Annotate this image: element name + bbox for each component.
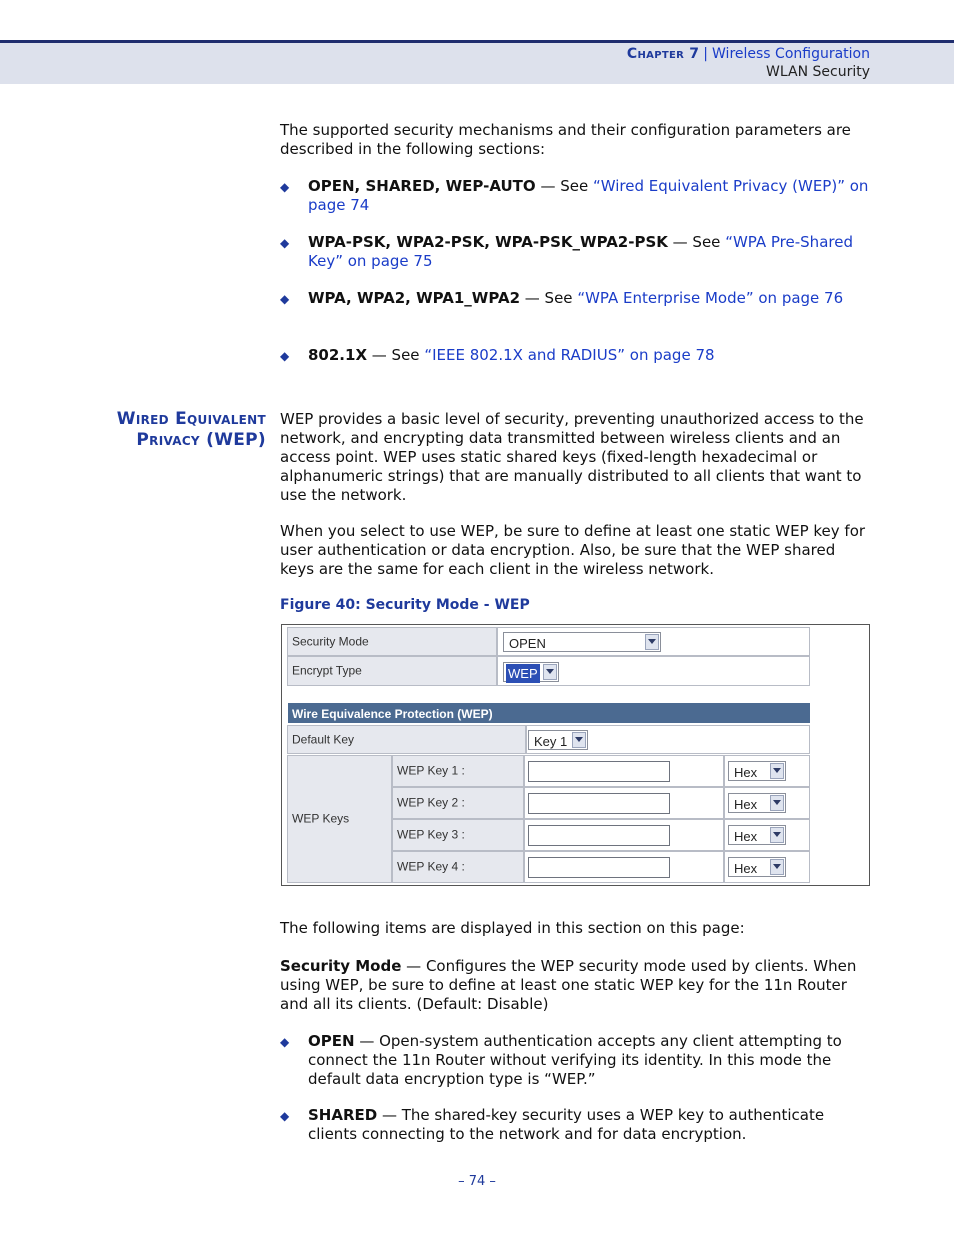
wep-key-label-cell [392, 787, 524, 819]
chevron-down-icon[interactable] [770, 763, 784, 779]
bullet-term: WPA, WPA2, WPA1_WPA2 [308, 289, 521, 307]
wep-key-format-selected: Hex [734, 765, 758, 780]
wep-key-label: WEP Key 3 : [397, 827, 465, 842]
wep-key-3-input[interactable] [528, 825, 670, 846]
encrypt-type-value-cell [497, 656, 810, 686]
bullet-dash: — See [367, 346, 425, 364]
chevron-down-icon[interactable] [543, 664, 557, 680]
chapter-label: Chapter 7 [626, 46, 700, 62]
bullet-dash: — See [535, 177, 593, 195]
term-security-mode: Security Mode [280, 957, 402, 975]
list-item [280, 1106, 870, 1144]
default-key-select[interactable] [528, 730, 588, 750]
wep-key-input-cell [524, 787, 724, 819]
wep-key-format-cell [724, 819, 810, 851]
chevron-down-icon[interactable] [770, 859, 784, 875]
default-key-label-cell [287, 725, 526, 754]
wep-key-input-cell [524, 819, 724, 851]
wep-section-bar [288, 703, 810, 723]
wep-key-4-format-select[interactable] [728, 857, 786, 877]
cross-reference-link[interactable]: “Wired Equivalent Privacy (WEP)” on page 74 [308, 177, 869, 214]
items-intro: The following items are displayed in this section on this page: [280, 919, 745, 937]
wep-paragraph: When you select to use WEP, be sure to define at least one static WEP key for user authentication or data encryption. Also, be sure that the WEP shared keys are the same for each client in the wireless network. [280, 522, 866, 578]
wep-key-format-selected: Hex [734, 829, 758, 844]
wep-paragraph: WEP provides a basic level of security, preventing unauthorized access to the network, and encrypting data transmitted between wireless clients and an access point. WEP uses static shared keys (fixed-length hexadecimal or alphanumeric strings) that are manually distributed to all clients that want to use the network. [280, 410, 864, 504]
wep-keys-label-cell [287, 755, 392, 883]
wep-key-format-selected: Hex [734, 797, 758, 812]
chevron-down-icon[interactable] [645, 634, 659, 650]
running-header [627, 45, 870, 63]
section-heading-line: Wired Equivalent [116, 409, 266, 429]
diamond-bullet-icon: ◆ [280, 236, 290, 250]
security-mode-description [280, 957, 870, 1014]
wep-key-2-format-select[interactable] [728, 793, 786, 813]
diamond-bullet-icon: ◆ [280, 1109, 290, 1123]
chevron-down-icon[interactable] [770, 827, 784, 843]
wep-key-label: WEP Key 2 : [397, 795, 465, 810]
wep-key-input-cell [524, 755, 724, 787]
wep-key-label: WEP Key 4 : [397, 859, 465, 874]
diamond-bullet-icon: ◆ [280, 349, 290, 363]
chapter-title: Wireless Configuration [712, 46, 870, 62]
wep-key-input-cell [524, 851, 724, 883]
page-number: – 74 – [458, 1174, 496, 1189]
section-heading-line: Privacy (WEP) [136, 430, 266, 450]
diamond-bullet-icon: ◆ [280, 1035, 290, 1049]
list-item [280, 289, 870, 308]
figure-caption: Figure 40: Security Mode - WEP [280, 597, 530, 613]
list-item [280, 346, 870, 365]
diamond-bullet-icon: ◆ [280, 292, 290, 306]
diamond-bullet-icon: ◆ [280, 180, 290, 194]
bullet-term: OPEN [308, 1032, 355, 1050]
bullet-text: — Open-system authentication accepts any client attempting to connect the 11n Router without verifying its identity. In this mode the default data encryption type is “WEP.” [308, 1032, 842, 1088]
chevron-down-icon[interactable] [770, 795, 784, 811]
wep-key-label-cell [392, 851, 524, 883]
bullet-term: WPA-PSK, WPA2-PSK, WPA-PSK_WPA2-PSK [308, 233, 668, 251]
chevron-down-icon[interactable] [572, 732, 586, 748]
security-mode-figure [281, 624, 870, 886]
header-separator: | [703, 46, 709, 62]
intro-paragraph: The supported security mechanisms and their configuration parameters are described in the following sections: [280, 121, 851, 158]
security-mode-label: Security Mode [292, 634, 369, 648]
encrypt-type-label: Encrypt Type [292, 663, 362, 678]
section-heading [90, 409, 266, 451]
wep-key-format-cell [724, 787, 810, 819]
wep-key-3-format-select[interactable] [728, 825, 786, 845]
cross-reference-link[interactable]: “IEEE 802.1X and RADIUS” on page 78 [424, 346, 715, 364]
bullet-dash: — See [667, 233, 726, 251]
list-item [280, 177, 870, 215]
security-mode-label-cell [287, 627, 497, 656]
list-item [280, 233, 870, 271]
encrypt-type-selected: WEP [508, 666, 538, 681]
security-mode-selected: OPEN [509, 636, 546, 651]
security-mode-value-cell [497, 627, 810, 656]
default-key-value-cell [526, 725, 810, 754]
bullet-term: SHARED [308, 1106, 378, 1124]
default-key-selected: Key 1 [534, 734, 568, 749]
wep-key-1-format-select[interactable] [728, 761, 786, 781]
bullet-term: 802.1X [308, 346, 368, 364]
encrypt-type-label-cell [287, 656, 497, 686]
cross-reference-link[interactable]: “WPA Pre-Shared Key” on page 75 [308, 233, 853, 270]
wep-section-title: Wire Equivalence Protection (WEP) [292, 707, 493, 721]
bullet-text: — The shared-key security uses a WEP key to authenticate clients connecting to the network and for data encryption. [308, 1106, 825, 1143]
bullet-dash: — See [520, 289, 578, 307]
bullet-term: OPEN, SHARED, WEP-AUTO [308, 177, 536, 195]
wep-key-format-cell [724, 851, 810, 883]
wep-key-label: WEP Key 1 : [397, 763, 465, 778]
wep-key-label-cell [392, 755, 524, 787]
cross-reference-link[interactable]: “WPA Enterprise Mode” on page 76 [577, 289, 844, 307]
security-mode-desc-text: — Configures the WEP security mode used by clients. When using WEP, be sure to define at least one static WEP key for the 11n Router and all its clients. (Default: Disable) [280, 957, 857, 1013]
wep-key-format-cell [724, 755, 810, 787]
running-subheader: WLAN Security [766, 64, 870, 80]
encrypt-type-select[interactable] [503, 662, 559, 682]
wep-keys-label: WEP Keys [292, 811, 350, 826]
list-item [280, 1032, 870, 1089]
security-mode-select[interactable] [503, 632, 661, 652]
wep-key-format-selected: Hex [734, 861, 758, 876]
wep-key-label-cell [392, 819, 524, 851]
wep-key-1-input[interactable] [528, 761, 670, 782]
wep-key-2-input[interactable] [528, 793, 670, 814]
default-key-label: Default Key [292, 732, 355, 746]
wep-key-4-input[interactable] [528, 857, 670, 878]
